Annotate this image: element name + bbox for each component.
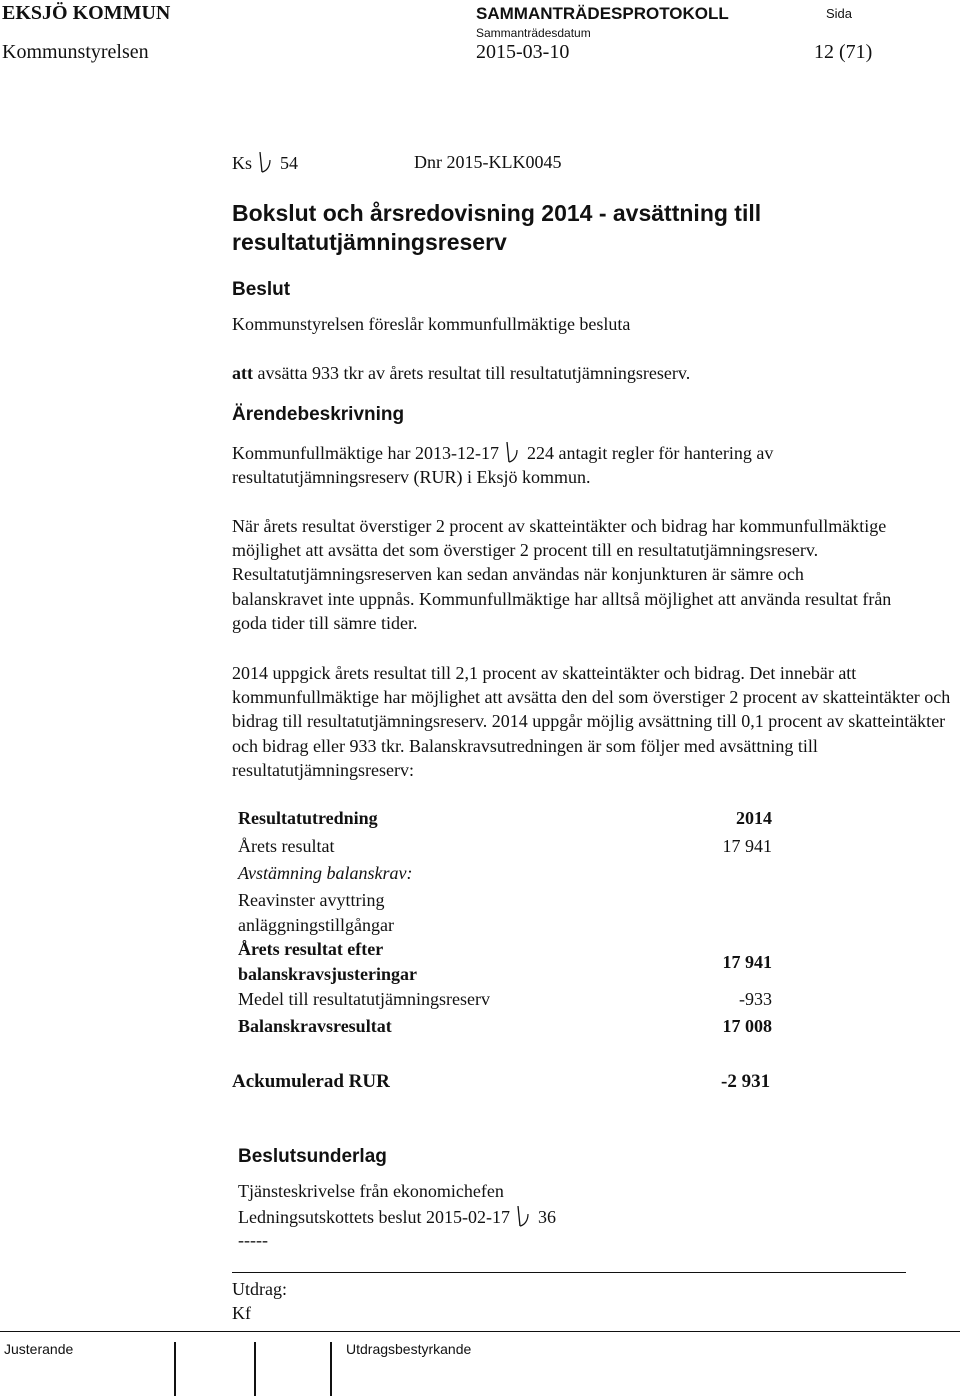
meeting-date: 2015-03-10 [476, 41, 570, 63]
decision-text [232, 363, 690, 384]
basis-heading: Beslutsunderlag [238, 1146, 387, 1167]
extract-label: Utdrag: [232, 1279, 287, 1299]
p1-text-a: Kommunfullmäktige har 2013-12-17 [232, 443, 499, 463]
table-row-label: Årets resultat efter [238, 939, 384, 959]
table-row-value: 17 008 [722, 1016, 772, 1036]
section-sign-icon [505, 442, 519, 464]
signature-divider [254, 1342, 256, 1396]
result-table [238, 806, 778, 1106]
table-row-label: balanskravsjusteringar [238, 964, 418, 984]
signature-divider [330, 1342, 332, 1396]
case-number [232, 152, 298, 174]
page-label: Sida [826, 6, 853, 21]
basis-line-1: Tjänsteskrivelse från ekonomichefen [238, 1181, 504, 1201]
table-row-label: anläggningstillgångar [238, 915, 394, 935]
page-title-line-1: Bokslut och årsredovisning 2014 - avsättning till [232, 200, 762, 226]
p1-text-b: antagit regler för hantering av resultatutjämningsreserv (RUR) i Eksjö kommun. [232, 443, 774, 488]
description-paragraph-3: 2014 uppgick årets resultat till 2,1 procent av skatteintäkter och bidrag. Det innebär att kommunfullmäktige har möjlighet att avsätta den del som överstiger 2 procent av skatteintäkter och bidrag till resultatutjämningsreserv. 2014 uppgår möjlig avsättning till 0,1 procent av skatteintäkter och bidrag eller 933 tkr. Balanskravsutredningen är som följer med avsättning till resultatutjämningsreserv: [232, 663, 951, 780]
footer-divider [0, 1331, 960, 1332]
decision-heading: Beslut [232, 279, 291, 300]
table-row-value: 17 941 [722, 952, 772, 972]
accumulated-rur-value: -2 931 [721, 1071, 771, 1092]
att-keyword: att [232, 363, 253, 383]
description-paragraph-1 [232, 441, 872, 489]
table-row-value: 17 941 [722, 836, 772, 856]
municipality-name: EKSJÖ KOMMUN [2, 2, 171, 24]
ks-label: Ks [232, 153, 253, 173]
extract-divider [232, 1272, 906, 1273]
table-header-label: Resultatutredning [238, 808, 378, 828]
table-row-label: Balanskravsresultat [238, 1016, 392, 1036]
table-row-label: Medel till resultatutjämningsreserv [238, 989, 490, 1009]
basis-dashes: ----- [238, 1230, 268, 1250]
table-header-year: 2014 [736, 808, 772, 828]
basis-line-2-text: Ledningsutskottets beslut 2015-02-17 [238, 1207, 510, 1227]
p1-paragraph-number: 224 [526, 443, 554, 463]
signature-divider [174, 1342, 176, 1396]
section-sign-icon [516, 1206, 530, 1228]
accumulated-rur-label: Ackumulerad RUR [232, 1071, 390, 1092]
ks-number: 54 [280, 153, 299, 173]
page-title-line-2: resultatutjämningsreserv [232, 229, 507, 255]
table-row-label: Årets resultat [238, 836, 335, 856]
description-paragraph-2: När årets resultat överstiger 2 procent av skatteintäkter och bidrag har kommunfullmäktige möjlighet att avsätta det som överstiger 2 procent till en resultatutjämningsreserv. Resultatutjämningsreserven kan sedan användas när konjunkturen är sämre och balanskravet inte uppnås. Kommunfullmäktige har alltså möjlighet att använda resultat från goda tider till sämre tider. [232, 516, 892, 633]
document-type: SAMMANTRÄDESPROTOKOLL [476, 4, 729, 23]
page-number: 12 (71) [814, 41, 873, 63]
footer-justerande: Justerande [4, 1341, 74, 1357]
table-row-label: Reavinster avyttring [238, 890, 385, 910]
basis-paragraph-number: 36 [537, 1207, 556, 1227]
footer-utdragsbestyrkande: Utdragsbestyrkande [346, 1341, 472, 1357]
basis-line-2 [238, 1206, 556, 1228]
date-label: Sammanträdesdatum [476, 26, 591, 40]
table-row-value: -933 [739, 989, 772, 1009]
diary-number: Dnr 2015-KLK0045 [414, 152, 562, 172]
decision-intro: Kommunstyrelsen föreslår kommunfullmäktige besluta [232, 314, 631, 334]
description-heading: Ärendebeskrivning [232, 404, 405, 425]
section-sign-icon [258, 152, 272, 174]
table-row-label: Avstämning balanskrav: [238, 863, 413, 883]
extract-recipient: Kf [232, 1303, 251, 1323]
decision-body: avsätta 933 tkr av årets resultat till resultatutjämningsreserv. [253, 363, 691, 383]
committee-name: Kommunstyrelsen [2, 41, 149, 63]
